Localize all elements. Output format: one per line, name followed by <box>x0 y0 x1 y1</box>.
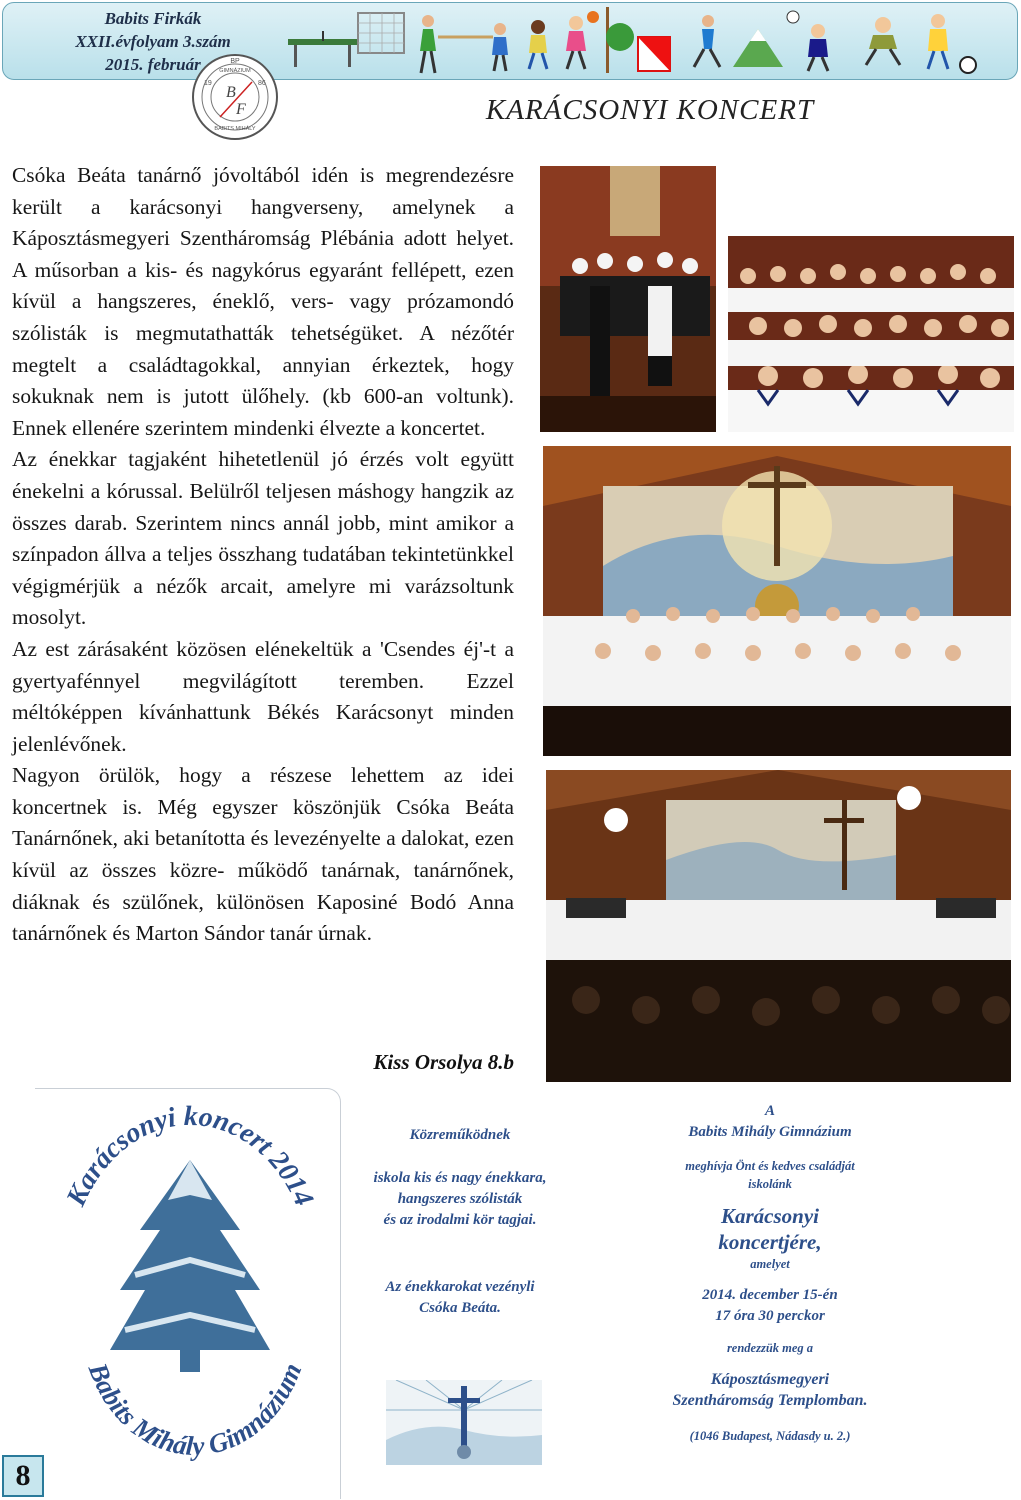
logo-top-text: BP <box>230 58 240 65</box>
logo-initial-b: B <box>226 84 236 101</box>
page-header <box>2 2 1018 80</box>
conductor-line: Az énekkarokat vezényli <box>385 1279 535 1295</box>
invite-a: A <box>764 1103 775 1119</box>
photo-choir-closeup <box>728 236 1014 432</box>
logo-year-left: 19 <box>204 80 212 87</box>
conductor-name: Csóka Beáta. <box>419 1300 501 1316</box>
article-title: KARÁCSONYI KONCERT <box>485 94 815 126</box>
event-venue: Káposztásmegyeri <box>710 1371 830 1388</box>
invitation-performers <box>345 1125 575 1319</box>
article-paragraph: Csóka Beáta tanárnő jóvoltából idén is megrendezésre került a karácsonyi hangverseny, amelynek a Káposztásmegyeri Szentháromság Plébánia adott helyet. A műsorban a kis- és nagykórus egyaránt fellépett, ezen kívül a hangszeres, éneklő, vers- vagy prózamondó szólisták is megmutathatták tehetségüket. A nézőtér megtelt a családtagokkal, annyian érkeztek, hogy sokuknak nem is jutott ülőhely. (kb 600-an voltunk). Ennek ellenére szerintem mindenki élvezte a koncertet. <box>12 163 514 440</box>
christmas-tree-icon <box>110 1160 270 1372</box>
event-address: (1046 Budapest, Nádasdy u. 2.) <box>689 1429 851 1443</box>
logo-initial-f: F <box>236 101 246 118</box>
invite-text: iskolánk <box>748 1177 792 1191</box>
masthead-volume: XXII.évfolyam 3.szám <box>75 32 231 51</box>
concert-emblem <box>40 1100 340 1470</box>
article-author: Kiss Orsolya 8.b <box>373 1050 514 1074</box>
emblem-title-arc: Karácsonyi koncert 2014 <box>60 1100 320 1211</box>
svg-text:Babits Mihály Gimnázium <box>82 1358 307 1461</box>
photo-soloists <box>540 166 716 432</box>
event-time: 17 óra 30 perckor <box>715 1308 825 1324</box>
masthead-date: 2015. február <box>105 55 201 74</box>
sports-illustration <box>288 7 1008 77</box>
performer-line: és az irodalmi kör tagjai. <box>383 1212 537 1228</box>
invite-text: meghívja Önt és kedves családját <box>685 1159 855 1173</box>
emblem-school-arc: Babits Mihály Gimnázium <box>82 1358 308 1462</box>
invitation-details <box>620 1101 920 1445</box>
school-logo <box>190 52 280 142</box>
altar-cross-image <box>386 1380 542 1465</box>
event-name: koncertjére, <box>718 1230 822 1254</box>
invite-school: Babits Mihály Gimnázium <box>688 1124 852 1140</box>
masthead-title: Babits Firkák <box>104 9 202 28</box>
invite-text: amelyet <box>750 1257 790 1271</box>
logo-word-bottom: BABITS MIHÁLY <box>214 126 256 132</box>
article-body <box>12 160 514 950</box>
logo-word-top: GIMNÁZIUM <box>219 68 251 74</box>
performer-line: hangszeres szólisták <box>397 1191 523 1207</box>
article-paragraph: Nagyon örülök, hogy a részese lehettem az idei koncertnek is. Még egyszer köszönjük Csóka Beáta Tanárnőnek, aki betanította és levezényelte a dalokat, ezen kívül az összes közre- működő tanárnak, tanárnőnek, diáknak és szülőnek, különösen Kaposiné Bodó Anna tanárnőnek és Marton Sándor tanár úrnak. <box>12 763 514 946</box>
article-paragraph: Az est zárásaként közösen elénekeltük a 'Csendes éj'-t a gyertyafénnyel megvilágított teremben. Ezzel méltóképpen kívánhattunk Békés Karácsonyt minden jelenlévőnek. <box>12 636 514 756</box>
performer-line: iskola kis és nagy énekkara, <box>373 1170 547 1186</box>
event-venue: Szentháromság Templomban. <box>672 1392 868 1409</box>
event-name: Karácsonyi <box>720 1204 819 1228</box>
article-paragraph: Az énekkar tagjaként hihetetlenül jó érzés volt együtt énekelni a kórussal. Belülről teljesen máshogy hangzik az összes darab. Szerintem nincs annál jobb, mint amikor a színpadon állva a teljes összhang tudatában tekintetünkkel végigmérjük a nézők arcait, amelyre mi varázsoltunk mosolyt. <box>12 447 514 630</box>
invite-text: rendezzük meg a <box>726 1341 814 1355</box>
event-date: 2014. december 15-én <box>702 1287 838 1303</box>
photo-choir-altar <box>543 446 1011 756</box>
photo-concert-hall <box>546 770 1011 1082</box>
performers-heading: Közreműködnek <box>409 1127 511 1143</box>
page-number: 8 <box>2 1455 44 1497</box>
logo-year-right: 86 <box>258 80 266 87</box>
